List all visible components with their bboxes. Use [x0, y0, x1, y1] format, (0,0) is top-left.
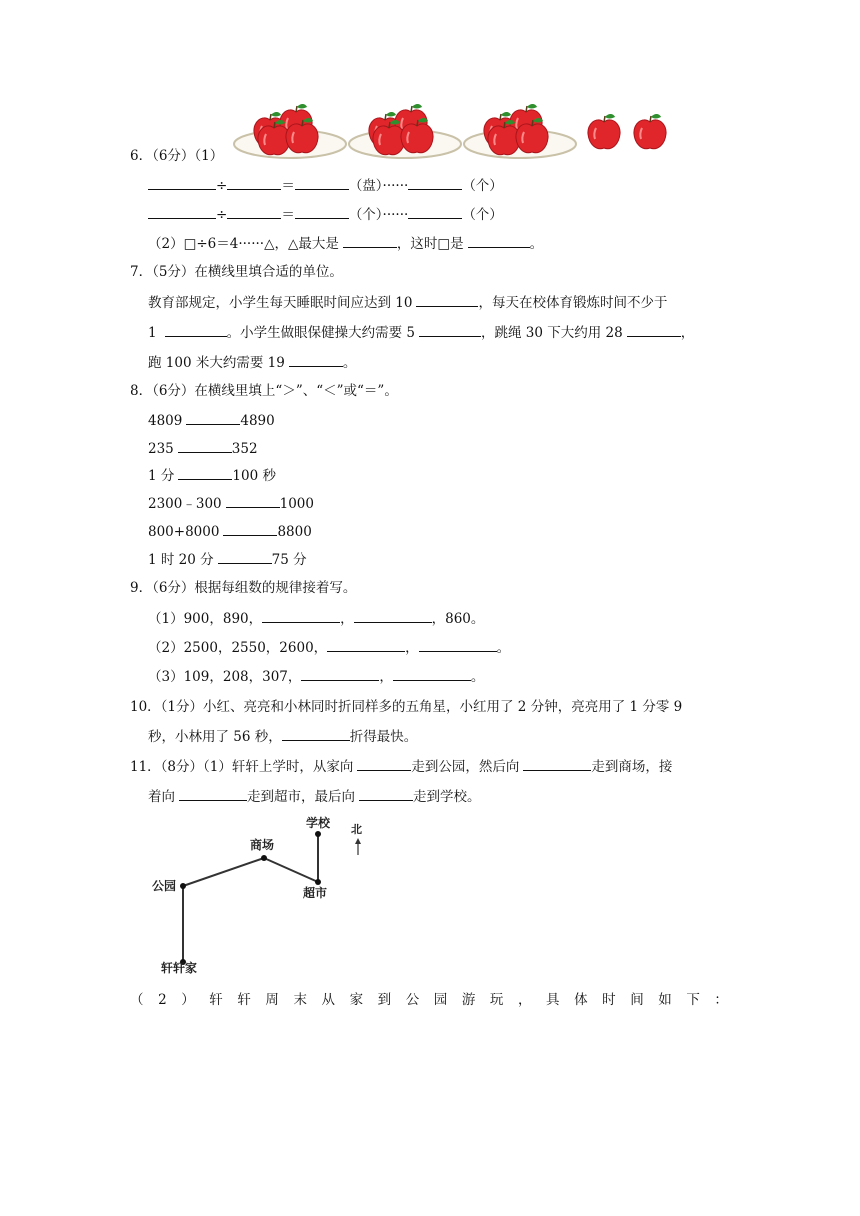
q6-heading: 6．（6分）（1） [130, 148, 224, 164]
question-text: 。 [342, 355, 357, 371]
q7-heading: 7．（5分）在横线里填合适的单位。 [130, 264, 343, 280]
spaced-char: 2 [158, 992, 167, 1008]
park-label: 公园 [152, 879, 177, 893]
spaced-char: 游 [461, 992, 476, 1008]
answer-blank[interactable] [359, 786, 413, 801]
answer-blank[interactable] [295, 204, 349, 219]
answer-blank[interactable] [262, 608, 340, 623]
compare-item [148, 438, 258, 459]
compare-left: 2300﹣300 [148, 496, 222, 512]
mall-label: 商场 [250, 838, 275, 852]
spaced-char: ） [181, 992, 195, 1008]
spaced-char: 间 [630, 992, 644, 1008]
q9-part-2 [148, 637, 510, 658]
apple-icon [588, 114, 620, 149]
mall-dot [261, 855, 267, 861]
q6-row-1 [148, 175, 503, 196]
spaced-char: 到 [377, 992, 392, 1008]
compare-item [148, 521, 312, 542]
equals-sign: ＝ [281, 207, 295, 223]
compare-right: 8800 [277, 524, 312, 540]
q8-heading: 8．（6分）在横线里填上“＞”、“＜”或“＝”。 [130, 383, 398, 399]
compare-item [148, 493, 314, 514]
divide-sign: ÷ [216, 178, 228, 194]
answer-blank[interactable] [408, 204, 462, 219]
question-text: 走到商场，接 [591, 759, 673, 775]
question-text: 1 [148, 325, 157, 341]
question-text: 跑 100 米大约需要 19 [148, 355, 285, 371]
question-text: 11．（8分）（1）轩轩上学时，从家向 [130, 759, 354, 775]
question-text: ， [405, 640, 419, 656]
answer-blank[interactable] [178, 438, 232, 453]
divide-sign: ÷ [216, 207, 228, 223]
q10-line-2 [148, 726, 417, 747]
q9-part-3 [148, 666, 484, 687]
question-text: （2）□÷6＝4······△，△最大是 [148, 236, 339, 252]
answer-blank[interactable] [343, 233, 397, 248]
q11-part-2-line [130, 990, 728, 1010]
answer-blank[interactable] [468, 233, 530, 248]
park-dot [180, 883, 186, 889]
market-dot [315, 879, 321, 885]
spaced-char: （ [130, 992, 144, 1008]
answer-blank[interactable] [227, 175, 281, 190]
question-text: ，这时□是 [396, 236, 464, 252]
route-map [140, 808, 390, 983]
answer-blank[interactable] [295, 175, 349, 190]
spaced-char: 具 [546, 992, 560, 1008]
question-text: ，跳绳 30 下大约用 28 [480, 325, 623, 341]
north-arrow-icon [355, 838, 361, 855]
answer-blank[interactable] [148, 204, 216, 219]
question-text: 。 [529, 236, 544, 252]
spaced-char: 园 [433, 992, 448, 1008]
answer-blank[interactable] [227, 204, 281, 219]
q7-line-1 [148, 292, 667, 313]
compare-right: 1000 [279, 496, 314, 512]
answer-blank[interactable] [218, 549, 272, 564]
question-text: 折得最快。 [349, 729, 418, 745]
unit-label: （个） [462, 178, 503, 194]
q7-line-2 [148, 322, 694, 343]
answer-blank[interactable] [165, 322, 227, 337]
compare-left: 1 分 [148, 468, 175, 484]
route-mall-market [264, 858, 318, 882]
spaced-char: ： [714, 992, 728, 1008]
answer-blank[interactable] [357, 756, 411, 771]
answer-blank[interactable] [354, 608, 432, 623]
spaced-char: 家 [349, 992, 364, 1008]
spaced-char: 玩 [489, 992, 504, 1008]
answer-blank[interactable] [408, 175, 462, 190]
spaced-char: 时 [602, 992, 616, 1008]
school-dot [315, 831, 321, 837]
question-text: ，860。 [431, 611, 485, 627]
question-text: （1）900，890， [148, 611, 263, 627]
q9-heading: 9．（6分）根据每组数的规律接着写。 [130, 580, 357, 596]
spaced-char: ， [517, 992, 532, 1008]
q9-part-1 [148, 608, 484, 629]
answer-blank[interactable] [327, 637, 405, 652]
q11-line-2 [148, 786, 481, 807]
compare-right: 75 分 [271, 552, 307, 568]
question-text: 。小学生做眼保健操大约需要 5 [226, 325, 415, 341]
spaced-char: 公 [405, 992, 420, 1008]
answer-blank[interactable] [301, 666, 379, 681]
q6-row-2 [148, 204, 503, 225]
compare-item [148, 410, 275, 431]
market-label: 超市 [303, 886, 328, 900]
home-label: 轩轩家 [161, 961, 198, 975]
question-text: （3）109，208，307， [148, 669, 302, 685]
answer-blank[interactable] [148, 175, 216, 190]
north-label: 北 [351, 823, 362, 836]
answer-blank[interactable] [393, 666, 471, 681]
question-text: 教育部规定，小学生每天睡眠时间应达到 10 [148, 295, 413, 311]
route-park-mall [183, 858, 264, 886]
compare-left: 4809 [148, 413, 183, 429]
question-text: ，每天在校体育锻炼时间不少于 [478, 295, 668, 311]
apple-icon [634, 114, 666, 149]
question-text: 。 [470, 669, 485, 685]
answer-blank[interactable] [523, 756, 591, 771]
compare-item [148, 465, 276, 486]
q11-line-1 [130, 756, 672, 777]
school-label: 学校 [306, 816, 331, 830]
answer-blank[interactable] [179, 786, 247, 801]
spaced-char: 如 [658, 992, 672, 1008]
q7-line-3 [148, 352, 356, 373]
answer-blank[interactable] [416, 292, 478, 307]
question-text: ， [680, 325, 695, 341]
question-text: 秒，小林用了 56 秒， [148, 729, 282, 745]
spaced-char: 末 [293, 992, 307, 1008]
equals-sign: ＝ [281, 178, 295, 194]
question-text: 走到学校。 [413, 789, 481, 805]
answer-blank[interactable] [289, 352, 343, 367]
unit-label: （盘）······ [348, 178, 409, 194]
unit-label: （个）······ [348, 207, 409, 223]
spaced-char: 下 [686, 992, 700, 1008]
spaced-char: 轩 [209, 992, 223, 1008]
apples-illustration [230, 100, 680, 162]
answer-blank[interactable] [627, 322, 681, 337]
compare-item [148, 549, 307, 570]
answer-blank[interactable] [186, 410, 240, 425]
answer-blank[interactable] [419, 637, 497, 652]
answer-blank[interactable] [226, 493, 280, 508]
answer-blank[interactable] [223, 521, 277, 536]
answer-blank[interactable] [178, 465, 232, 480]
question-text: 。 [496, 640, 511, 656]
question-text: ， [340, 611, 354, 627]
compare-right: 100 秒 [232, 468, 276, 484]
question-text: 着向 [148, 789, 175, 805]
q10-line-1: 10．（1分）小红、亮亮和小林同时折同样多的五角星，小红用了 2 分钟，亮亮用了 1 分零 9 [130, 699, 683, 715]
compare-right: 4890 [240, 413, 275, 429]
compare-right: 352 [231, 441, 258, 457]
spaced-char: 体 [574, 992, 588, 1008]
compare-left: 800+8000 [148, 524, 220, 540]
question-text: ， [379, 669, 393, 685]
answer-blank[interactable] [419, 322, 481, 337]
compare-left: 1 时 20 分 [148, 552, 214, 568]
spaced-char: 从 [321, 992, 336, 1008]
question-text: （2）2500，2550，2600， [148, 640, 328, 656]
unit-label: （个） [462, 207, 503, 223]
question-text: 走到超市，最后向 [247, 789, 355, 805]
question-text: 走到公园，然后向 [411, 759, 520, 775]
q6-part-2 [148, 233, 543, 254]
answer-blank[interactable] [282, 726, 350, 741]
spaced-char: 轩 [237, 992, 251, 1008]
spaced-char: 周 [265, 992, 279, 1008]
compare-left: 235 [148, 441, 174, 457]
